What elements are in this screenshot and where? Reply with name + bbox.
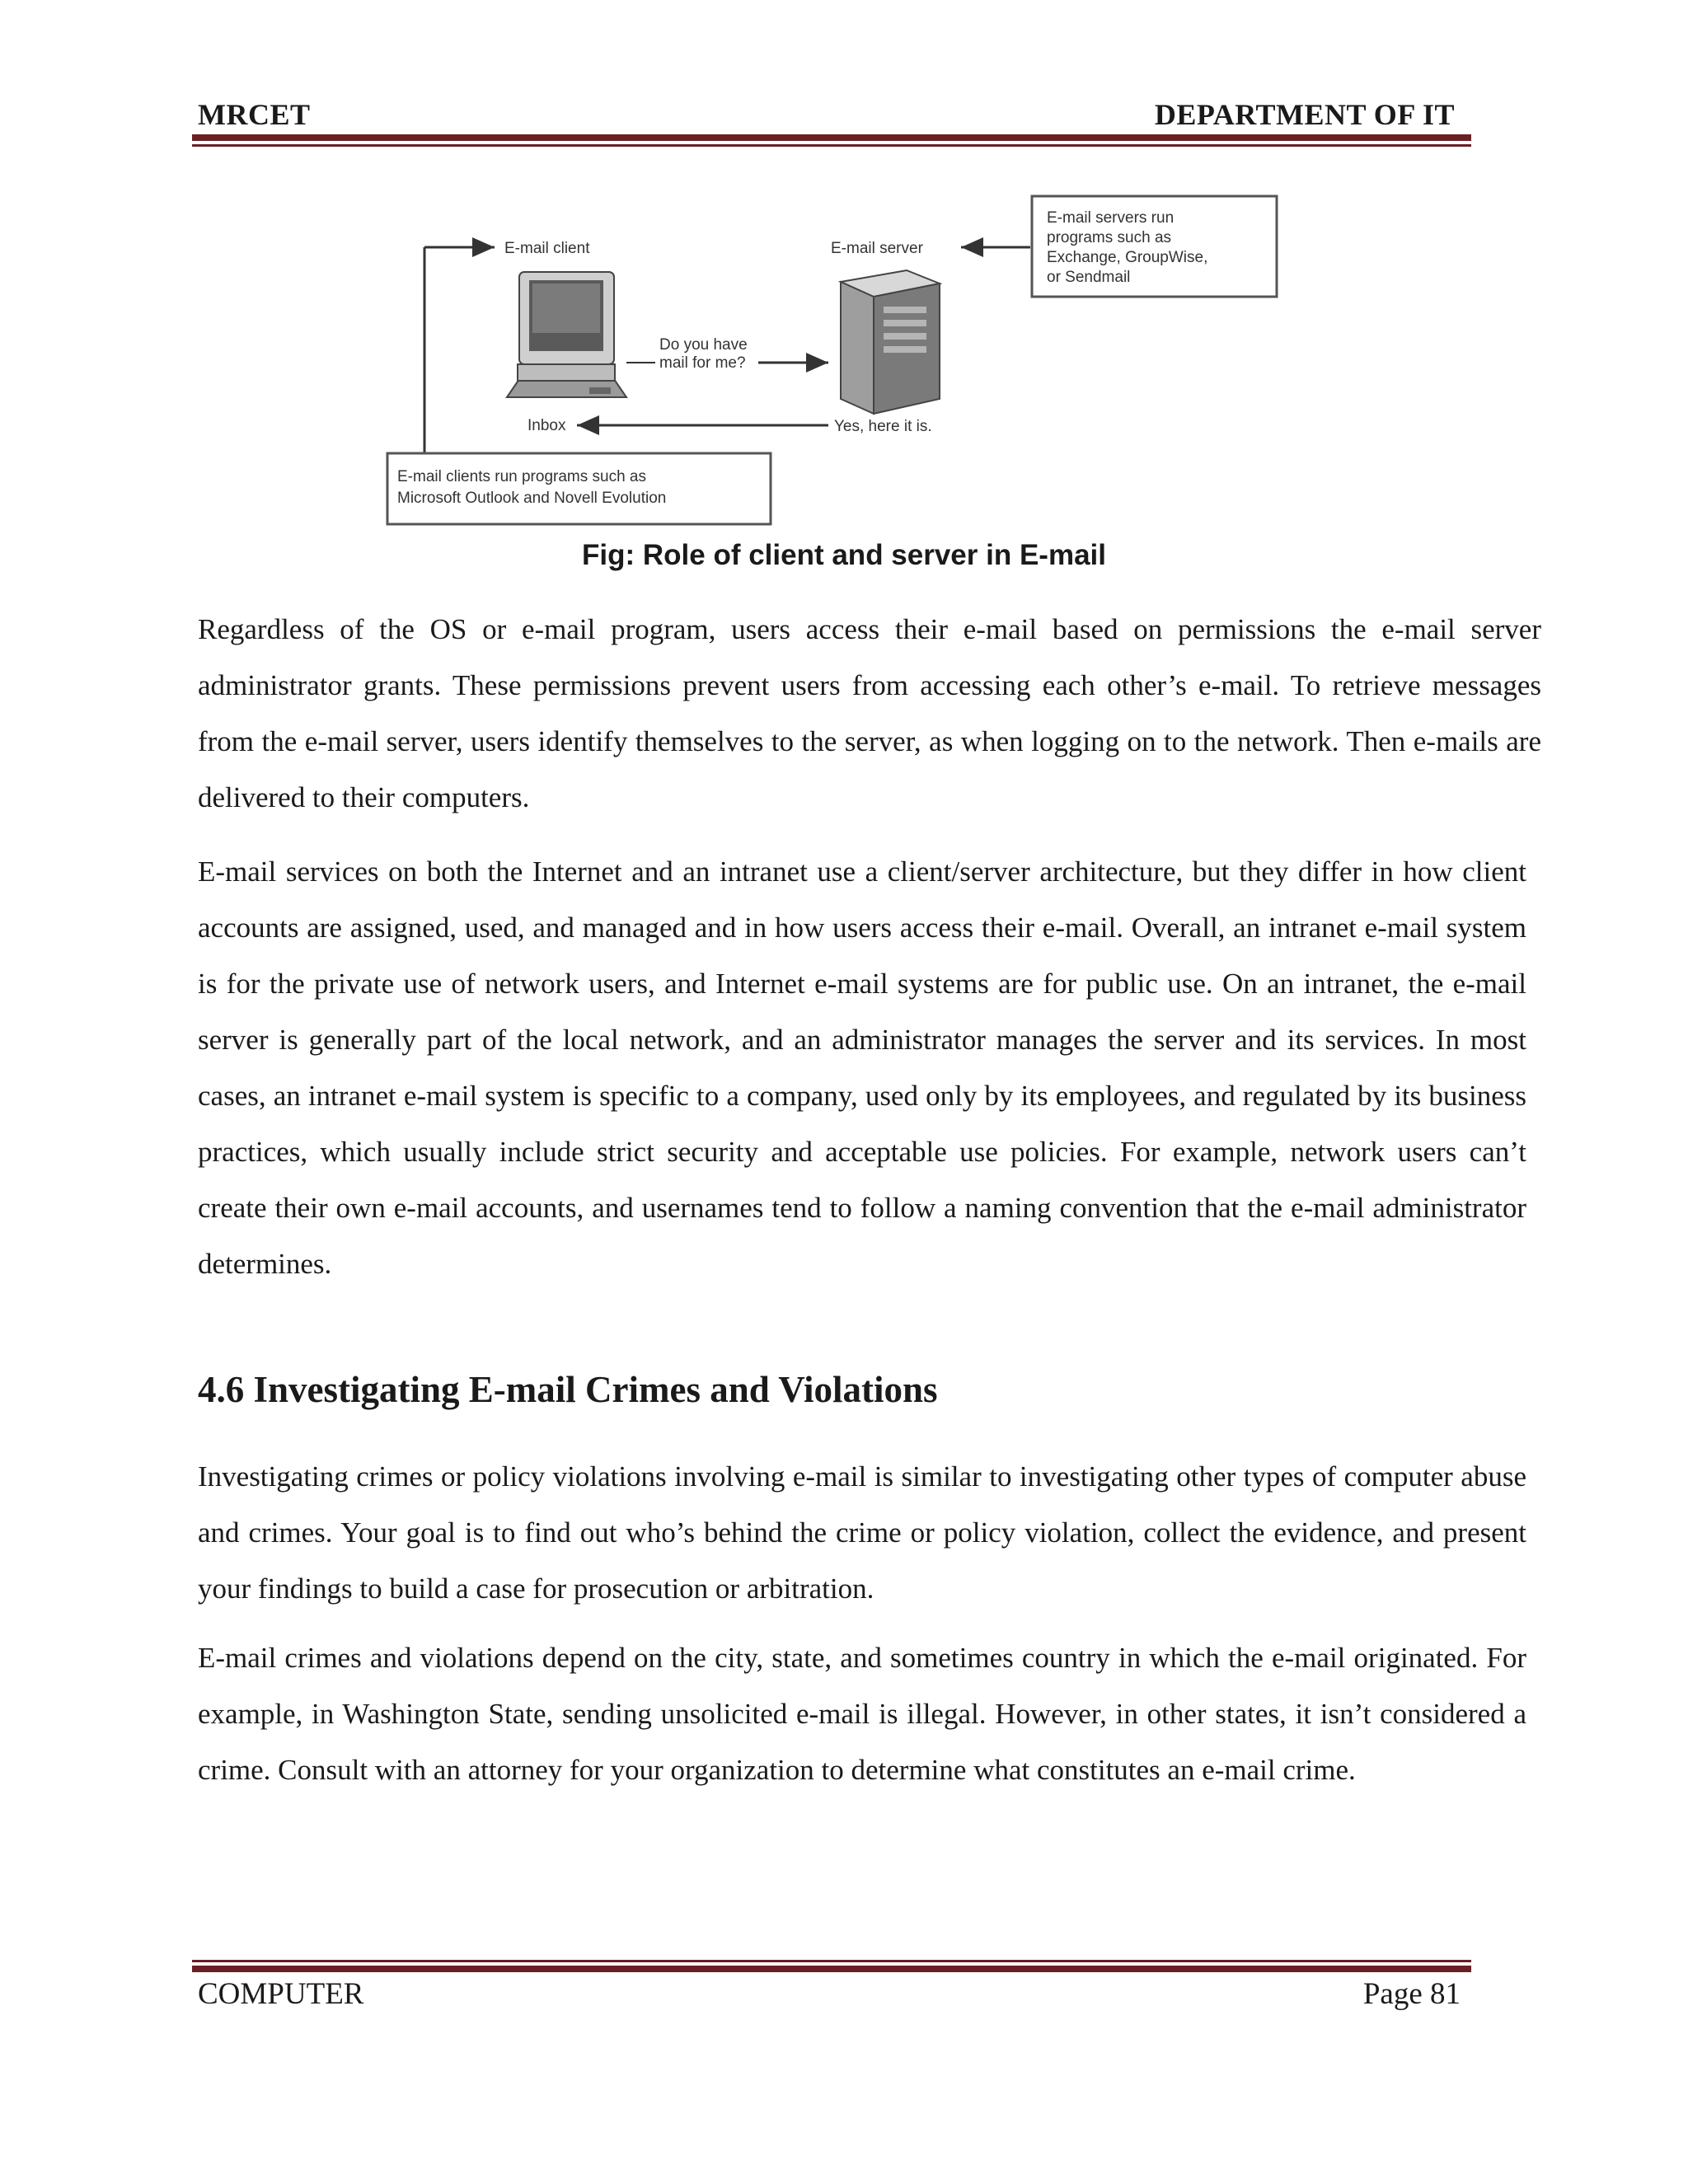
server-note-line-2: programs such as [1047, 229, 1172, 246]
client-label: E-mail client [504, 240, 590, 257]
section-heading: 4.6 Investigating E-mail Crimes and Violations [198, 1369, 938, 1410]
header-rule [192, 134, 1471, 141]
reply-label: Yes, here it is. [834, 418, 932, 435]
email-client-server-figure [379, 191, 1286, 529]
section-paragraph-1: Investigating crimes or policy violations involving e-mail is similar to investigating other types of computer abuse and crimes. Your goal is to find out who’s behind the crime or policy violation, collect the evidence, and present your findings to build a case for prosecution or arbitration. [198, 1460, 1526, 1605]
request-line-2: mail for me? [659, 354, 746, 372]
server-note-line-1: E-mail servers run [1047, 209, 1175, 227]
client-note-line-2: Microsoft Outlook and Novell Evolution [397, 490, 667, 507]
paragraph-1: Regardless of the OS or e-mail program, users access their e-mail based on permissions the e-mail server administrator grants. These permissions prevent users from accessing each other’s e-mail. To retrieve messages from the e-mail server, users identify themselves to the server, as when logging on to the network. Then e-mails are delivered to their computers. [198, 613, 1541, 813]
footer-left: COMPUTER [198, 1977, 364, 2011]
server-note-line-3: Exchange, GroupWise, [1047, 249, 1208, 266]
header-right: DEPARTMENT OF IT [1154, 98, 1455, 131]
server-note-line-4: or Sendmail [1047, 269, 1131, 286]
client-note-box [387, 453, 771, 524]
server-icon [841, 270, 940, 414]
footer-rule-thin [192, 1960, 1471, 1962]
figure-diagram [379, 191, 1286, 529]
section-paragraph-2: E-mail crimes and violations depend on the city, state, and sometimes country in which the e-mail originated. For example, in Washington State, sending unsolicited e-mail is illegal. However, in other states, it isn’t considered a crime. Consult with an attorney for your organization to determine what constitutes an e-mail crime. [198, 1642, 1526, 1786]
server-label: E-mail server [831, 240, 923, 257]
request-line-1: Do you have [659, 336, 748, 354]
footer-rule [192, 1966, 1471, 1972]
client-note-line-1: E-mail clients run programs such as [397, 468, 646, 485]
header-rule-thin [192, 144, 1471, 147]
inbox-label: Inbox [528, 417, 566, 434]
computer-icon [507, 272, 626, 397]
header-left: MRCET [198, 98, 311, 131]
figure-caption: Fig: Role of client and server in E-mail [582, 539, 1106, 571]
page-number: Page 81 [1362, 1977, 1461, 2011]
paragraph-2: E-mail services on both the Internet and an intranet use a client/server architecture, but they differ in how client accounts are assigned, used, and managed and in how users access their e-mail. Overall, an intranet e-mail system is for the private use of network users, and Internet e-mail systems are for public use. On an intranet, the e-mail server is generally part of the local network, and an administrator manages the server and its services. In most cases, an intranet e-mail system is specific to a company, used only by its employees, and regulated by its business practices, which usually include strict security and acceptable use policies. For example, network users can’t create their own e-mail accounts, and usernames tend to follow a naming convention that the e-mail administrator determines. [198, 855, 1526, 1280]
